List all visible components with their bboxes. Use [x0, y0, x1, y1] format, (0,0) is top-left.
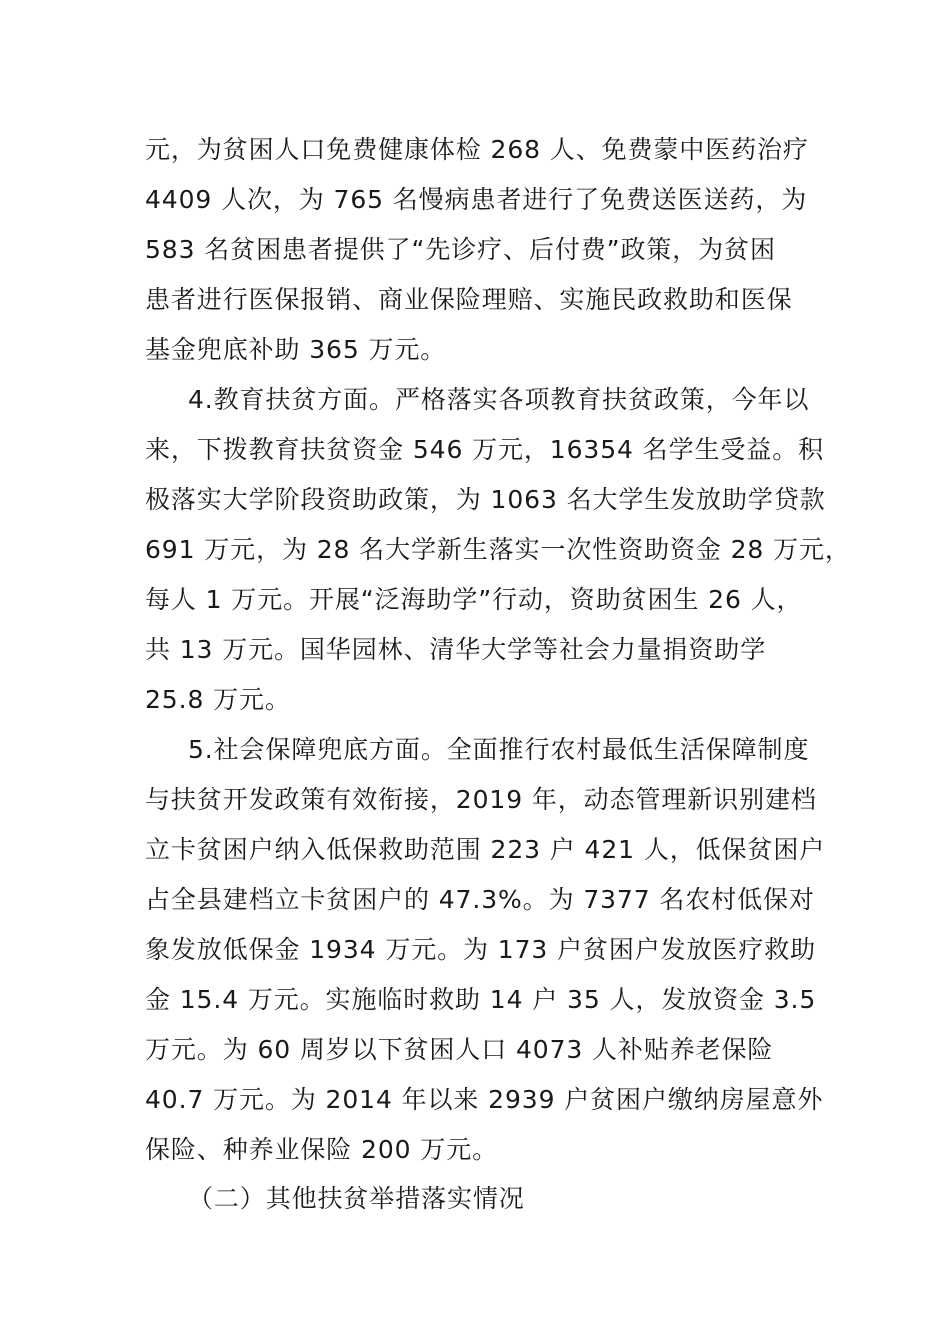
- text-line: 立卡贫困户纳入低保救助范围 223 户 421 人，低保贫困户: [145, 835, 826, 864]
- text-line: 患者进行医保报销、商业保险理赔、实施民政救助和医保: [145, 285, 793, 314]
- text-line: 占全县建档立卡贫困户的 47.3%。为 7377 名农村低保对: [145, 885, 815, 914]
- text-line: 保险、种养业保险 200 万元。: [145, 1135, 499, 1164]
- text-line: 25.8 万元。: [145, 685, 291, 714]
- text-line: 元，为贫困人口免费健康体检 268 人、免费蒙中医药治疗: [145, 135, 809, 164]
- text-line: 共 13 万元。国华园林、清华大学等社会力量捐资助学: [145, 635, 767, 664]
- text-line: 基金兜底补助 365 万元。: [145, 335, 447, 364]
- text-line: 每人 1 万元。开展“泛海助学”行动，资助贫困生 26 人，: [145, 585, 803, 614]
- text-line: 583 名贫困患者提供了“先诊疗、后付费”政策，为贫困: [145, 235, 776, 264]
- text-line: 与扶贫开发政策有效衔接，2019 年，动态管理新识别建档: [145, 785, 817, 814]
- text-line: 象发放低保金 1934 万元。为 173 户贫困户发放医疗救助: [145, 935, 817, 964]
- text-line: 来，下拨教育扶贫资金 546 万元，16354 名学生受益。积: [145, 435, 824, 464]
- text-line: 金 15.4 万元。实施临时救助 14 户 35 人，发放资金 3.5: [145, 985, 817, 1014]
- text-line: 5.社会保障兜底方面。全面推行农村最低生活保障制度: [188, 735, 810, 764]
- text-line: 40.7 万元。为 2014 年以来 2939 户贫困户缴纳房屋意外: [145, 1085, 824, 1114]
- text-line: 691 万元，为 28 名大学新生落实一次性资助资金 28 万元，: [145, 535, 851, 564]
- text-line: 4.教育扶贫方面。严格落实各项教育扶贫政策，今年以: [188, 385, 810, 414]
- section-heading: （二）其他扶贫举措落实情况: [188, 1184, 525, 1213]
- text-line: 极落实大学阶段资助政策，为 1063 名大学生发放助学贷款: [145, 485, 826, 514]
- text-line: 万元。为 60 周岁以下贫困人口 4073 人补贴养老保险: [145, 1035, 774, 1064]
- text-line: 4409 人次，为 765 名慢病患者进行了免费送医送药，为: [145, 185, 808, 214]
